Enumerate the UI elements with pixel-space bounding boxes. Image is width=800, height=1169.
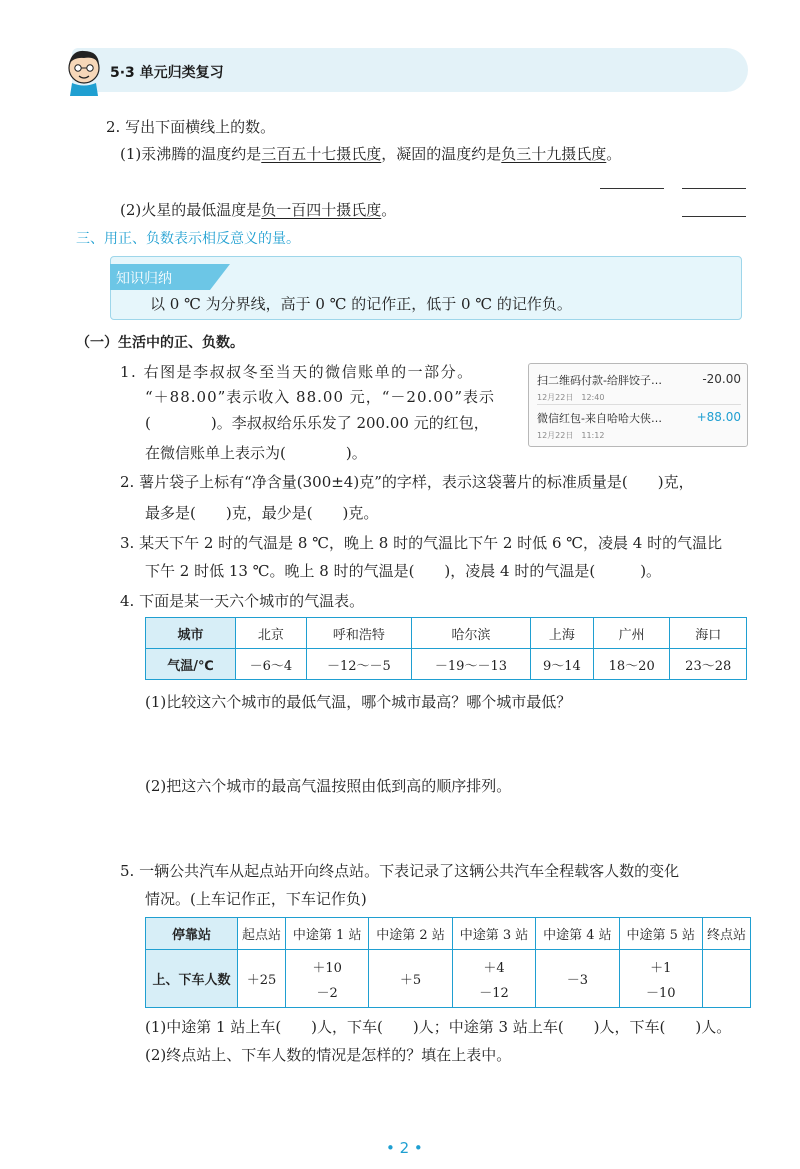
table-header-city: 城市 (146, 618, 236, 649)
table-cell-passengers (619, 950, 702, 1008)
table-cell-temp: －19～－13 (412, 649, 531, 680)
table-cell-temp: 18～20 (593, 649, 670, 680)
table-header-passengers: 上、下车人数 (146, 950, 238, 1008)
q2-part1 (120, 144, 621, 164)
table-cell-city: 哈尔滨 (412, 618, 531, 649)
bill-time: 12月22日 11:12 (537, 431, 605, 440)
q2-part2 (120, 200, 396, 220)
header-title: 5·3 单元归类复习 (110, 65, 224, 81)
table-cell-stop: 中途第 3 站 (452, 918, 535, 950)
on-value: ＋25 (246, 973, 277, 988)
bill-desc: 扫二维码付款-给胖饺子… (537, 374, 662, 387)
table-cell-passengers (238, 950, 286, 1008)
q5-line1: 5. 一辆公共汽车从起点站开向终点站。下表记录了这辆公共汽车全程载客人数的变化 (120, 862, 680, 880)
on-value: －3 (566, 973, 588, 988)
q3-line2: 下午 2 时低 13 ℃。晚上 8 时的气温是( )，凌晨 4 时的气温是( )。 (145, 562, 662, 580)
subsection-heading: （一）生活中的正、负数。 (76, 335, 244, 351)
q2-part1-text-a: (1)汞沸腾的温度约是 (120, 145, 262, 163)
bill-time: 12月22日 12:40 (537, 393, 605, 402)
answer-blank[interactable] (682, 216, 746, 217)
off-value: －2 (316, 985, 338, 1001)
q2-part2-text-a: (2)火星的最低温度是 (120, 201, 262, 219)
table-cell-passengers (369, 950, 452, 1008)
cartoon-boy-icon (62, 46, 106, 96)
on-value: ＋5 (399, 973, 422, 988)
table-cell-stop: 中途第 4 站 (536, 918, 619, 950)
wechat-bill-card (528, 363, 748, 447)
q2-part2-text-b: 。 (381, 201, 397, 219)
table-header-temp: 气温/℃ (146, 649, 236, 680)
q1-line4: 在微信账单上表示为( )。 (145, 444, 367, 462)
table-cell-temp: －12～－5 (306, 649, 411, 680)
table-cell-temp: 23～28 (670, 649, 747, 680)
bill-amount-negative: -20.00 (702, 372, 741, 386)
q5-line2: 情况。(上车记作正，下车记作负) (145, 890, 367, 908)
knowledge-tag: 知识归纳 (116, 271, 172, 287)
q2-part1-underlined-2: 负三十九摄氏度 (501, 145, 607, 163)
on-value: ＋10 (312, 960, 342, 976)
q2b-line2: 最多是( )克，最少是( )克。 (145, 504, 379, 522)
table-header-stop: 停靠站 (146, 918, 238, 950)
city-temperature-table (145, 617, 747, 680)
q1-line1: 1. 右图是李叔叔冬至当天的微信账单的一部分。 (120, 363, 474, 381)
table-cell-stop: 起点站 (238, 918, 286, 950)
table-cell-stop: 中途第 1 站 (285, 918, 368, 950)
bill-row-payment (537, 372, 741, 403)
q4-part1: (1)比较这六个城市的最低气温，哪个城市最高？哪个城市最低？ (145, 693, 572, 711)
table-cell-temp: －6～4 (236, 649, 307, 680)
bill-desc: 微信红包-来自哈哈大侠… (537, 412, 662, 425)
table-cell-city: 上海 (530, 618, 593, 649)
bill-row-redpacket (537, 410, 741, 441)
q1-line3: ( )。李叔叔给乐乐发了 200.00 元的红包， (145, 414, 489, 432)
q4-title: 4. 下面是某一天六个城市的气温表。 (120, 592, 365, 610)
page-number: • 2 • (386, 1139, 423, 1157)
on-value: ＋1 (650, 960, 672, 976)
table-cell-stop: 终点站 (702, 918, 750, 950)
bill-amount-positive: +88.00 (696, 410, 741, 424)
q2b-line1: 2. 薯片袋子上标有“净含量(300±4)克”的字样，表示这袋薯片的标准质量是( )克， (120, 473, 694, 491)
q3-line1: 3. 某天下午 2 时的气温是 8 ℃，晚上 8 时的气温比下午 2 时低 6 ℃，凌晨 4 时的气温比 (120, 534, 723, 552)
table-cell-passengers (285, 950, 368, 1008)
answer-blank[interactable] (600, 188, 664, 189)
table-cell-stop: 中途第 2 站 (369, 918, 452, 950)
table-cell-temp: 9～14 (530, 649, 593, 680)
q2-title: 2. 写出下面横线上的数。 (106, 118, 276, 136)
q5-part1: (1)中途第 1 站上车( )人，下车( )人；中途第 3 站上车( )人，下车( )人。 (145, 1018, 732, 1036)
section-heading: 三、用正、负数表示相反意义的量。 (76, 231, 300, 247)
q1-line2: “＋88.00”表示收入 88.00 元，“－20.00”表示 (145, 388, 496, 406)
table-cell-city: 广州 (593, 618, 670, 649)
on-value: ＋4 (483, 960, 505, 976)
off-value: －12 (479, 985, 509, 1001)
table-cell-passengers (536, 950, 619, 1008)
q2-part1-text-c: 。 (606, 145, 622, 163)
q4-part2: (2)把这六个城市的最高气温按照由低到高的顺序排列。 (145, 777, 512, 795)
table-cell-city: 呼和浩特 (306, 618, 411, 649)
bus-passenger-table (145, 917, 751, 1008)
answer-blank[interactable] (682, 188, 746, 189)
bill-divider (537, 404, 741, 405)
table-cell-stop: 中途第 5 站 (619, 918, 702, 950)
knowledge-text: 以 0 ℃ 为分界线，高于 0 ℃ 的记作正，低于 0 ℃ 的记作负。 (150, 295, 572, 313)
q2-part2-underlined: 负一百四十摄氏度 (261, 201, 382, 219)
q5-part2: (2)终点站上、下车人数的情况是怎样的？填在上表中。 (145, 1046, 512, 1064)
q2-part1-text-b: ，凝固的温度约是 (381, 145, 502, 163)
table-cell-city: 北京 (236, 618, 307, 649)
q2-part1-underlined-1: 三百五十七摄氏度 (261, 145, 382, 163)
table-cell-passengers (452, 950, 535, 1008)
table-cell-passengers[interactable] (702, 950, 750, 1008)
table-cell-city: 海口 (670, 618, 747, 649)
off-value: －10 (645, 985, 676, 1001)
